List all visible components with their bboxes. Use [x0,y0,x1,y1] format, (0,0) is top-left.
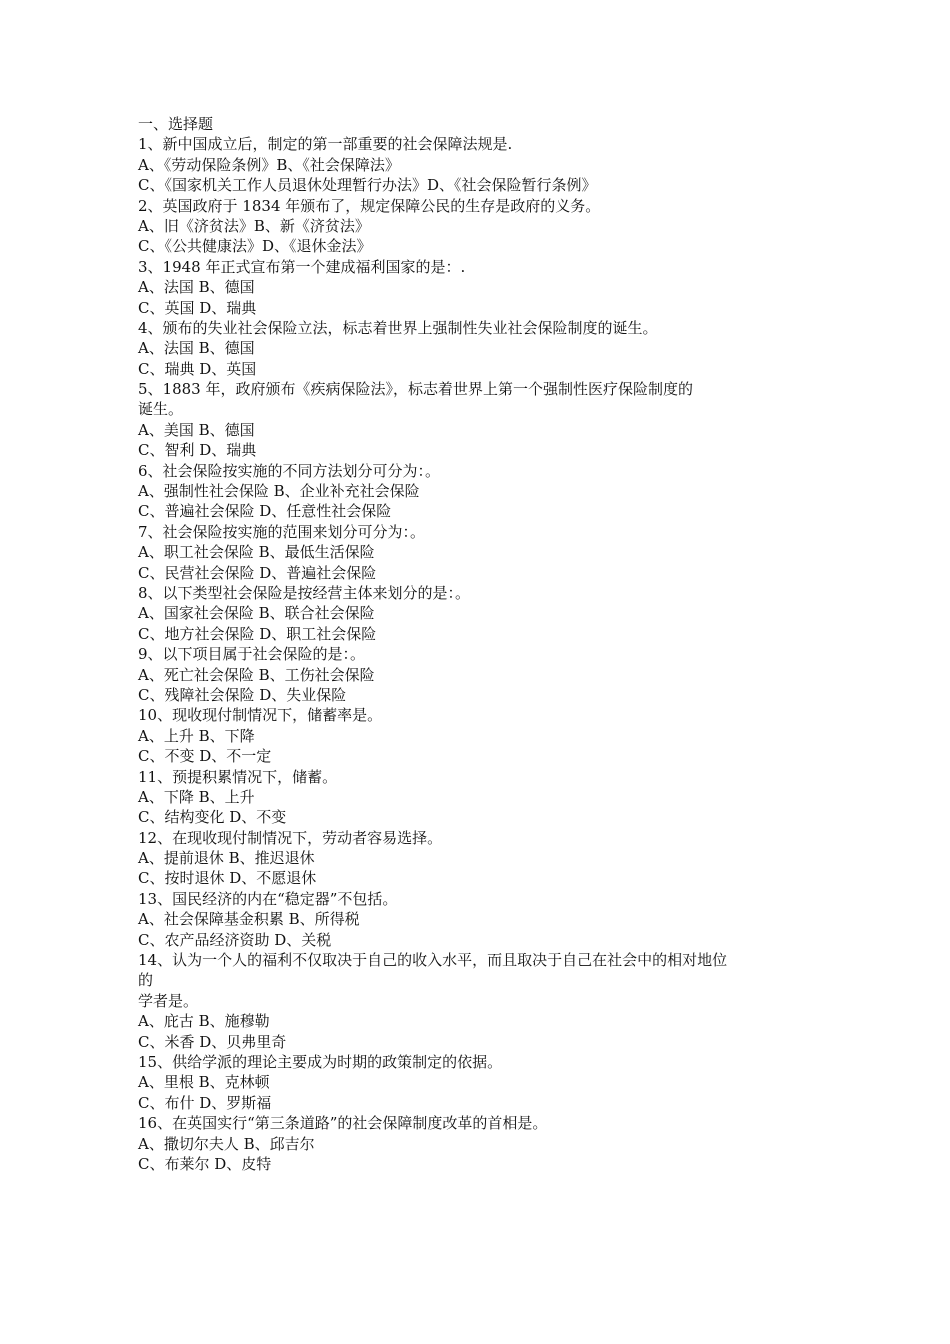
text-line: A、里根 B、克林顿 [138,1073,270,1092]
text-line: A、庇古 B、施穆勒 [138,1012,270,1031]
text-line: C、普遍社会保险 D、任意性社会保险 [138,502,392,521]
text-line: 16、在英国实行“第三条道路”的社会保障制度改革的首相是。 [138,1114,548,1133]
document-page [138,114,818,1174]
text-line: A、美国 B、德国 [138,420,255,439]
text-line: A、国家社会保险 B、联合社会保险 [138,604,375,623]
text-line: A、《劳动保险条例》B、《社会保障法》 [138,155,400,174]
text-line: C、不变 D、不一定 [138,747,272,766]
text-line: 12、在现收现付制情况下，劳动者容易选择。 [138,828,443,847]
text-line: A、下降 B、上升 [138,787,255,806]
text-line: C、按时退休 D、不愿退休 [138,869,317,888]
text-line: 7、社会保险按实施的范围来划分可分为：。 [138,522,426,541]
text-line: C、结构变化 D、不变 [138,808,287,827]
text-line: A、法国 B、德国 [138,339,255,358]
text-line: A、上升 B、下降 [138,726,255,745]
text-line: 学者是。 [138,991,199,1010]
text-line: 10、现收现付制情况下，储蓄率是。 [138,706,383,725]
text-line: 13、国民经济的内在“稳定器”不包括。 [138,889,398,908]
text-line: 5、1883 年，政府颁布《疾病保险法》，标志着世界上第一个强制性医疗保险制度的 [138,380,693,399]
text-line: 11、预提积累情况下，储蓄。 [138,767,338,786]
text-line: A、旧《济贫法》B、新《济贫法》 [138,216,370,235]
text-line: C、智利 D、瑞典 [138,441,257,460]
section-heading: 一、选择题 [138,115,214,133]
text-line: C、《公共健康法》D、《退休金法》 [138,237,372,256]
text-line: A、提前退休 B、推迟退休 [138,849,315,868]
text-line: 的 [138,971,154,990]
text-line: A、强制性社会保险 B、企业补充社会保险 [138,482,420,501]
text-line: A、社会保障基金积累 B、所得税 [138,910,360,929]
text-line: C、米香 D、贝弗里奇 [138,1032,287,1051]
text-line: 1、新中国成立后，制定的第一部重要的社会保障法规是. [138,135,513,154]
text-line: C、《国家机关工作人员退休处理暂行办法》D、《社会保险暂行条例》 [138,176,597,195]
text-line: C、民营社会保险 D、普遍社会保险 [138,563,377,582]
text-line: C、瑞典 D、英国 [138,359,257,378]
text-line: C、残障社会保险 D、失业保险 [138,685,347,704]
text-line: 8、以下类型社会保险是按经营主体来划分的是：。 [138,583,471,602]
text-line: 诞生。 [138,400,184,419]
text-line: 3、1948 年正式宣布第一个建成福利国家的是：. [138,257,466,276]
text-line: A、法国 B、德国 [138,278,255,297]
text-line: A、撒切尔夫人 B、邱吉尔 [138,1134,315,1153]
text-line: C、布莱尔 D、皮特 [138,1154,272,1173]
text-line: 6、社会保险按实施的不同方法划分可分为：。 [138,461,441,480]
text-line: 2、英国政府于 1834 年颁布了，规定保障公民的生存是政府的义务。 [138,196,601,215]
text-line: 9、以下项目属于社会保险的是：。 [138,645,366,664]
text-line: 14、认为一个人的福利不仅取决于自己的收入水平，而且取决于自己在社会中的相对地位 [138,951,728,970]
text-line: C、英国 D、瑞典 [138,298,257,317]
text-line: C、地方社会保险 D、职工社会保险 [138,624,377,643]
text-line: A、职工社会保险 B、最低生活保险 [138,543,375,562]
text-line: A、死亡社会保险 B、工伤社会保险 [138,665,375,684]
text-line: C、农产品经济资助 D、关税 [138,930,332,949]
text-line: 4、颁布的失业社会保险立法，标志着世界上强制性失业社会保险制度的诞生。 [138,318,658,337]
text-line: 15、供给学派的理论主要成为时期的政策制定的依据。 [138,1052,503,1071]
text-line: C、布什 D、罗斯福 [138,1093,272,1112]
